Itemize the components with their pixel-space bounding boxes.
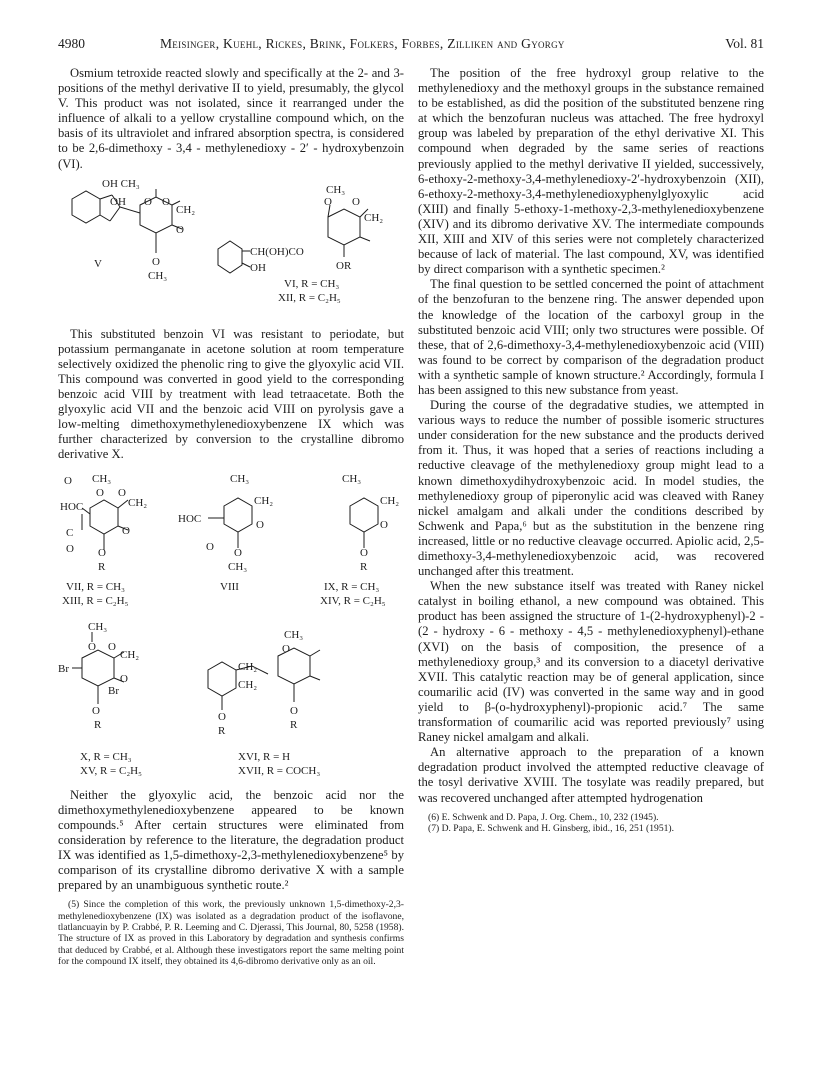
fig1-o4: O (324, 195, 332, 208)
footnote-5: (5) Since the completion of this work, the previously unknown 1,5-dimethoxy-2,3-methylenedioxybenzene (IX) was isolated as a degradation product of the isoflavone, tlatlancuayin by P. Crabbé, P. R. Leeming and C. Djerassi, This Journal, 80, 5258 (1958). The structure of IX as proved in this Laboratory by degradation and synthesis confirms that deduced by Crabbé, et al. Although these investigators report the same melting point for the compound IX itself, they obtained its 4,6-dibromo derivative only as an oil. (58, 899, 404, 968)
fig2-ch2-a: CH₂ (128, 496, 148, 509)
fig2-ch3-a: CH₃ (92, 472, 112, 485)
fig3-r-b: R (218, 724, 226, 737)
fig2-o-d: O (122, 524, 130, 537)
fig1-vi-label: VI, R = CH₃ (284, 277, 340, 290)
fig2-ch3-b: CH₃ (230, 472, 250, 485)
fig3-r-c: R (290, 718, 298, 731)
fig2-r-a: R (98, 560, 106, 573)
fig2-ch2-c: CH₂ (380, 494, 400, 507)
running-header (58, 36, 764, 56)
right-paragraph-3: During the course of the degradative studies, we attempted in various ways to reduce the number of possible isomeric structures under consideration for the new substance and the products derived from it. Thus, it was hoped that a series of reactions including a reductive cleavage of the methylenedioxy group might lead to a known dimethoxydihydroxybenzoic acid. In model studies, the methylenedioxy group of piperonylic acid was cleaved with Raney nickel amalgam and alkali under the conditions described by Schwenk and Papa,⁶ but as the substitution in the benzene ring increased, little or no reductive cleavage occurred. Apiolic acid, 2,5-dimethoxy-3,4-methylenedioxybenzoic acid, was recovered unchanged after this treatment. (418, 398, 764, 579)
fig2-o-g: O (66, 542, 74, 555)
fig2-ch2-b: CH₂ (254, 494, 274, 507)
right-paragraph-1: The position of the free hydroxyl group relative to the methylenedioxy and the methoxyl groups in the substance remained to be established, as did the position of the substituted benzene ring at which the benzofuran nucleus was attached. The free hydroxyl group was labeled by preparation of the ethyl derivative XI. This compound when degraded by the same series of reactions previously applied to the methyl derivative II yielded, successively, 6-ethoxy-2-methoxy-3,4-methylenedioxy-2′-hydroxybenzoin (XII), 6-ethoxy-2-methoxy-3,4-methylenedioxyphenylglyoxylic acid (XIII) and finally 5-ethoxy-1-methoxy-2,3-methylenedioxybenzene (XIV) and its dibromo derivative XV. The intermediate compounds XII, XIII and XIV of this series were not completely characterized because of lack of material. The last compound, XV, was identified by direct comparison with a synthetic specimen.² (418, 66, 764, 277)
footnote-6: (6) E. Schwenk and D. Papa, J. Org. Chem., 10, 232 (1945). (428, 811, 659, 823)
fig2-o-c: O (118, 486, 126, 499)
fig2-o-f: O (380, 518, 388, 531)
figure-structures-x-xvii (58, 618, 404, 784)
fig1-o1: O (144, 195, 152, 208)
right-paragraph-2: The final question to be settled concerned the point of attachment of the benzofuran to the benzene ring. The answer depended upon the knowledge of the location of the carboxyl group in the substituted benzoic acid VIII; only two structures were possible. Of these, that of 2,6-dimethoxy-3,4-methylenedioxybenzoic acid (VIII) was found to be correct by comparison of the degradation product with a synthetic sample of known structure.² Accordingly, formula I has been assigned to this new substance from yeast. (418, 277, 764, 397)
right-paragraph-5: An alternative approach to the preparation of a known degradation product involved the attempted reductive cleavage of the tosyl derivative XVIII. The tosylate was readily prepared, but was recovered unchanged after attempted hydrogenation (418, 745, 764, 805)
fig1-o5: O (152, 255, 160, 268)
fig1-chohco: CH(OH)CO (250, 245, 304, 258)
fig3-xvi-label: XVI, R = H (238, 750, 291, 763)
fig3-xv-label: XV, R = C₂H₅ (80, 764, 142, 777)
fig1-or: OR (336, 259, 352, 272)
fig1-ohb: OH (250, 261, 266, 274)
fig1-ch3: CH₃ (326, 183, 346, 196)
fig3-o-c: O (120, 672, 128, 685)
fig1-oh: OH (110, 195, 126, 208)
right-paragraph-4: When the new substance itself was treated with Raney nickel catalyst in boiling ethanol, a new compound was obtained. This product has been assigned the structure of 1-(2-hydroxyphenyl)-2 - (2 - hydroxy - 6 - methoxy - 4,5 - methylenedioxyphenyl)-ethane (XVI) on the basis of composition, the presence of a methylenedioxy group,³ and its conversion to a diacetyl derivative XVII. This catalytic reaction may be of general application, since coumarilic acid (IV) was converted in the same way and in good yield to β-(o-hydroxyphenyl)-propionic acid.⁷ The same transformation of coumarilic acid was reported previously⁷ using Raney nickel amalgam and alkali. (418, 579, 764, 745)
fig2-o-e: O (256, 518, 264, 531)
fig2-o-j: O (234, 546, 242, 559)
footnote-7: (7) D. Papa, E. Schwenk and H. Ginsberg, ibid., 16, 251 (1951). (428, 823, 675, 834)
fig1-xii-label: XII, R = C₂H₅ (278, 291, 341, 304)
running-authors: Meisinger, Kuehl, Rickes, Brink, Folkers, Forbes, Zilliken and Gyorgy (160, 36, 565, 51)
fig1-o6: O (352, 195, 360, 208)
fig3-ch3-b: CH₃ (284, 628, 304, 641)
fig3-o-g: O (290, 704, 298, 717)
fig3-xvii-label: XVII, R = COCH₃ (238, 764, 321, 777)
fig3-br-a: Br (58, 662, 69, 675)
fig3-ch2-b: CH₂ (238, 660, 258, 673)
fig2-xiv-label: XIV, R = C₂H₅ (320, 594, 386, 607)
fig1-ch2b: CH₂ (364, 211, 384, 224)
fig2-ch3-d: CH₃ (228, 560, 248, 573)
fig3-ch3-a: CH₃ (88, 620, 108, 633)
fig2-o-h: O (98, 546, 106, 559)
fig2-hoc: HOC (60, 500, 84, 513)
fig2-hoc2: HOC (178, 512, 202, 525)
left-column (58, 66, 404, 968)
fig3-o-d: O (92, 704, 100, 717)
left-paragraph-1: Osmium tetroxide reacted slowly and specifically at the 2- and 3-positions of the methyl derivative II to yield, presumably, the glycol V. This product was not isolated, since it rearranged under the influence of alkali to a yellow crystalline compound which, on the basis of its ultraviolet and infrared absorption spectra, is considered to be 2,6-dimethoxy - 3,4 - methylenedioxy - 2′ - hydroxybenzoin (VI). (58, 66, 404, 171)
fig3-r-a: R (94, 718, 102, 731)
fig3-ch2-a: CH₂ (120, 648, 140, 661)
volume-label: Vol. 81 (725, 36, 764, 51)
fig1-ch3-v: CH₃ (148, 269, 168, 282)
fig3-o-a: O (88, 640, 96, 653)
fig1-v-label: V (94, 257, 102, 270)
fig2-o-k: O (360, 546, 368, 559)
fig1-o2: O (162, 195, 170, 208)
left-paragraph-3: Neither the glyoxylic acid, the benzoic acid nor the dimethoxymethylenedioxybenzene appeared to be known compounds.⁵ After certain structures were eliminated from consideration by reference to the literature, the degradation product IX was identified as 1,5-dimethoxy-2,3-methylenedioxybenzene⁵ by comparison of its crystalline dibromo derivative X with a sample prepared by an unambiguous synthetic route.² (58, 787, 404, 893)
fig2-viii-label: VIII (220, 580, 239, 593)
fig1-oh-ch3: OH CH₃ (102, 177, 140, 190)
right-column (418, 66, 764, 834)
left-paragraph-2: This substituted benzoin VI was resistant to periodate, but potassium permanganate in acetone solution at room temperature selectively oxidized the phenolic ring to give the glyoxylic acid VII. This compound was converted in good yield to the corresponding benzoic acid VIII by treatment with lead tetraacetate. Both the glyoxylic acid VII and the benzoic acid VIII on pyrolysis gave a low-melting dimethoxymethylenedioxybenzene IX which was further characterized by conversion to the crystalline dibromo derivative X. (58, 326, 404, 462)
fig3-x-label: X, R = CH₃ (80, 750, 132, 763)
fig3-o-f: O (218, 710, 226, 723)
fig3-br-b: Br (108, 684, 119, 697)
fig2-xiii-label: XIII, R = C₂H₅ (62, 594, 129, 607)
fig1-o3: O (176, 223, 184, 236)
fig2-vii-label: VII, R = CH₃ (66, 580, 125, 593)
fig3-o-e: O (282, 642, 290, 655)
fig2-c: C (66, 526, 74, 539)
page-number: 4980 (58, 36, 85, 51)
fig2-ch3-c: CH₃ (342, 472, 362, 485)
figure-structures-v-vi (58, 175, 404, 323)
fig3-ch2-c: CH₂ (238, 678, 258, 691)
figure-structures-vii-ix (58, 466, 404, 614)
fig2-o-i: O (206, 540, 214, 553)
fig2-o-a: O (64, 474, 72, 487)
fig2-ix-label: IX, R = CH₃ (324, 580, 380, 593)
fig3-o-b: O (108, 640, 116, 653)
fig2-r-b: R (360, 560, 368, 573)
fig2-o-b: O (96, 486, 104, 499)
fig1-ch2: CH₂ (176, 203, 196, 216)
